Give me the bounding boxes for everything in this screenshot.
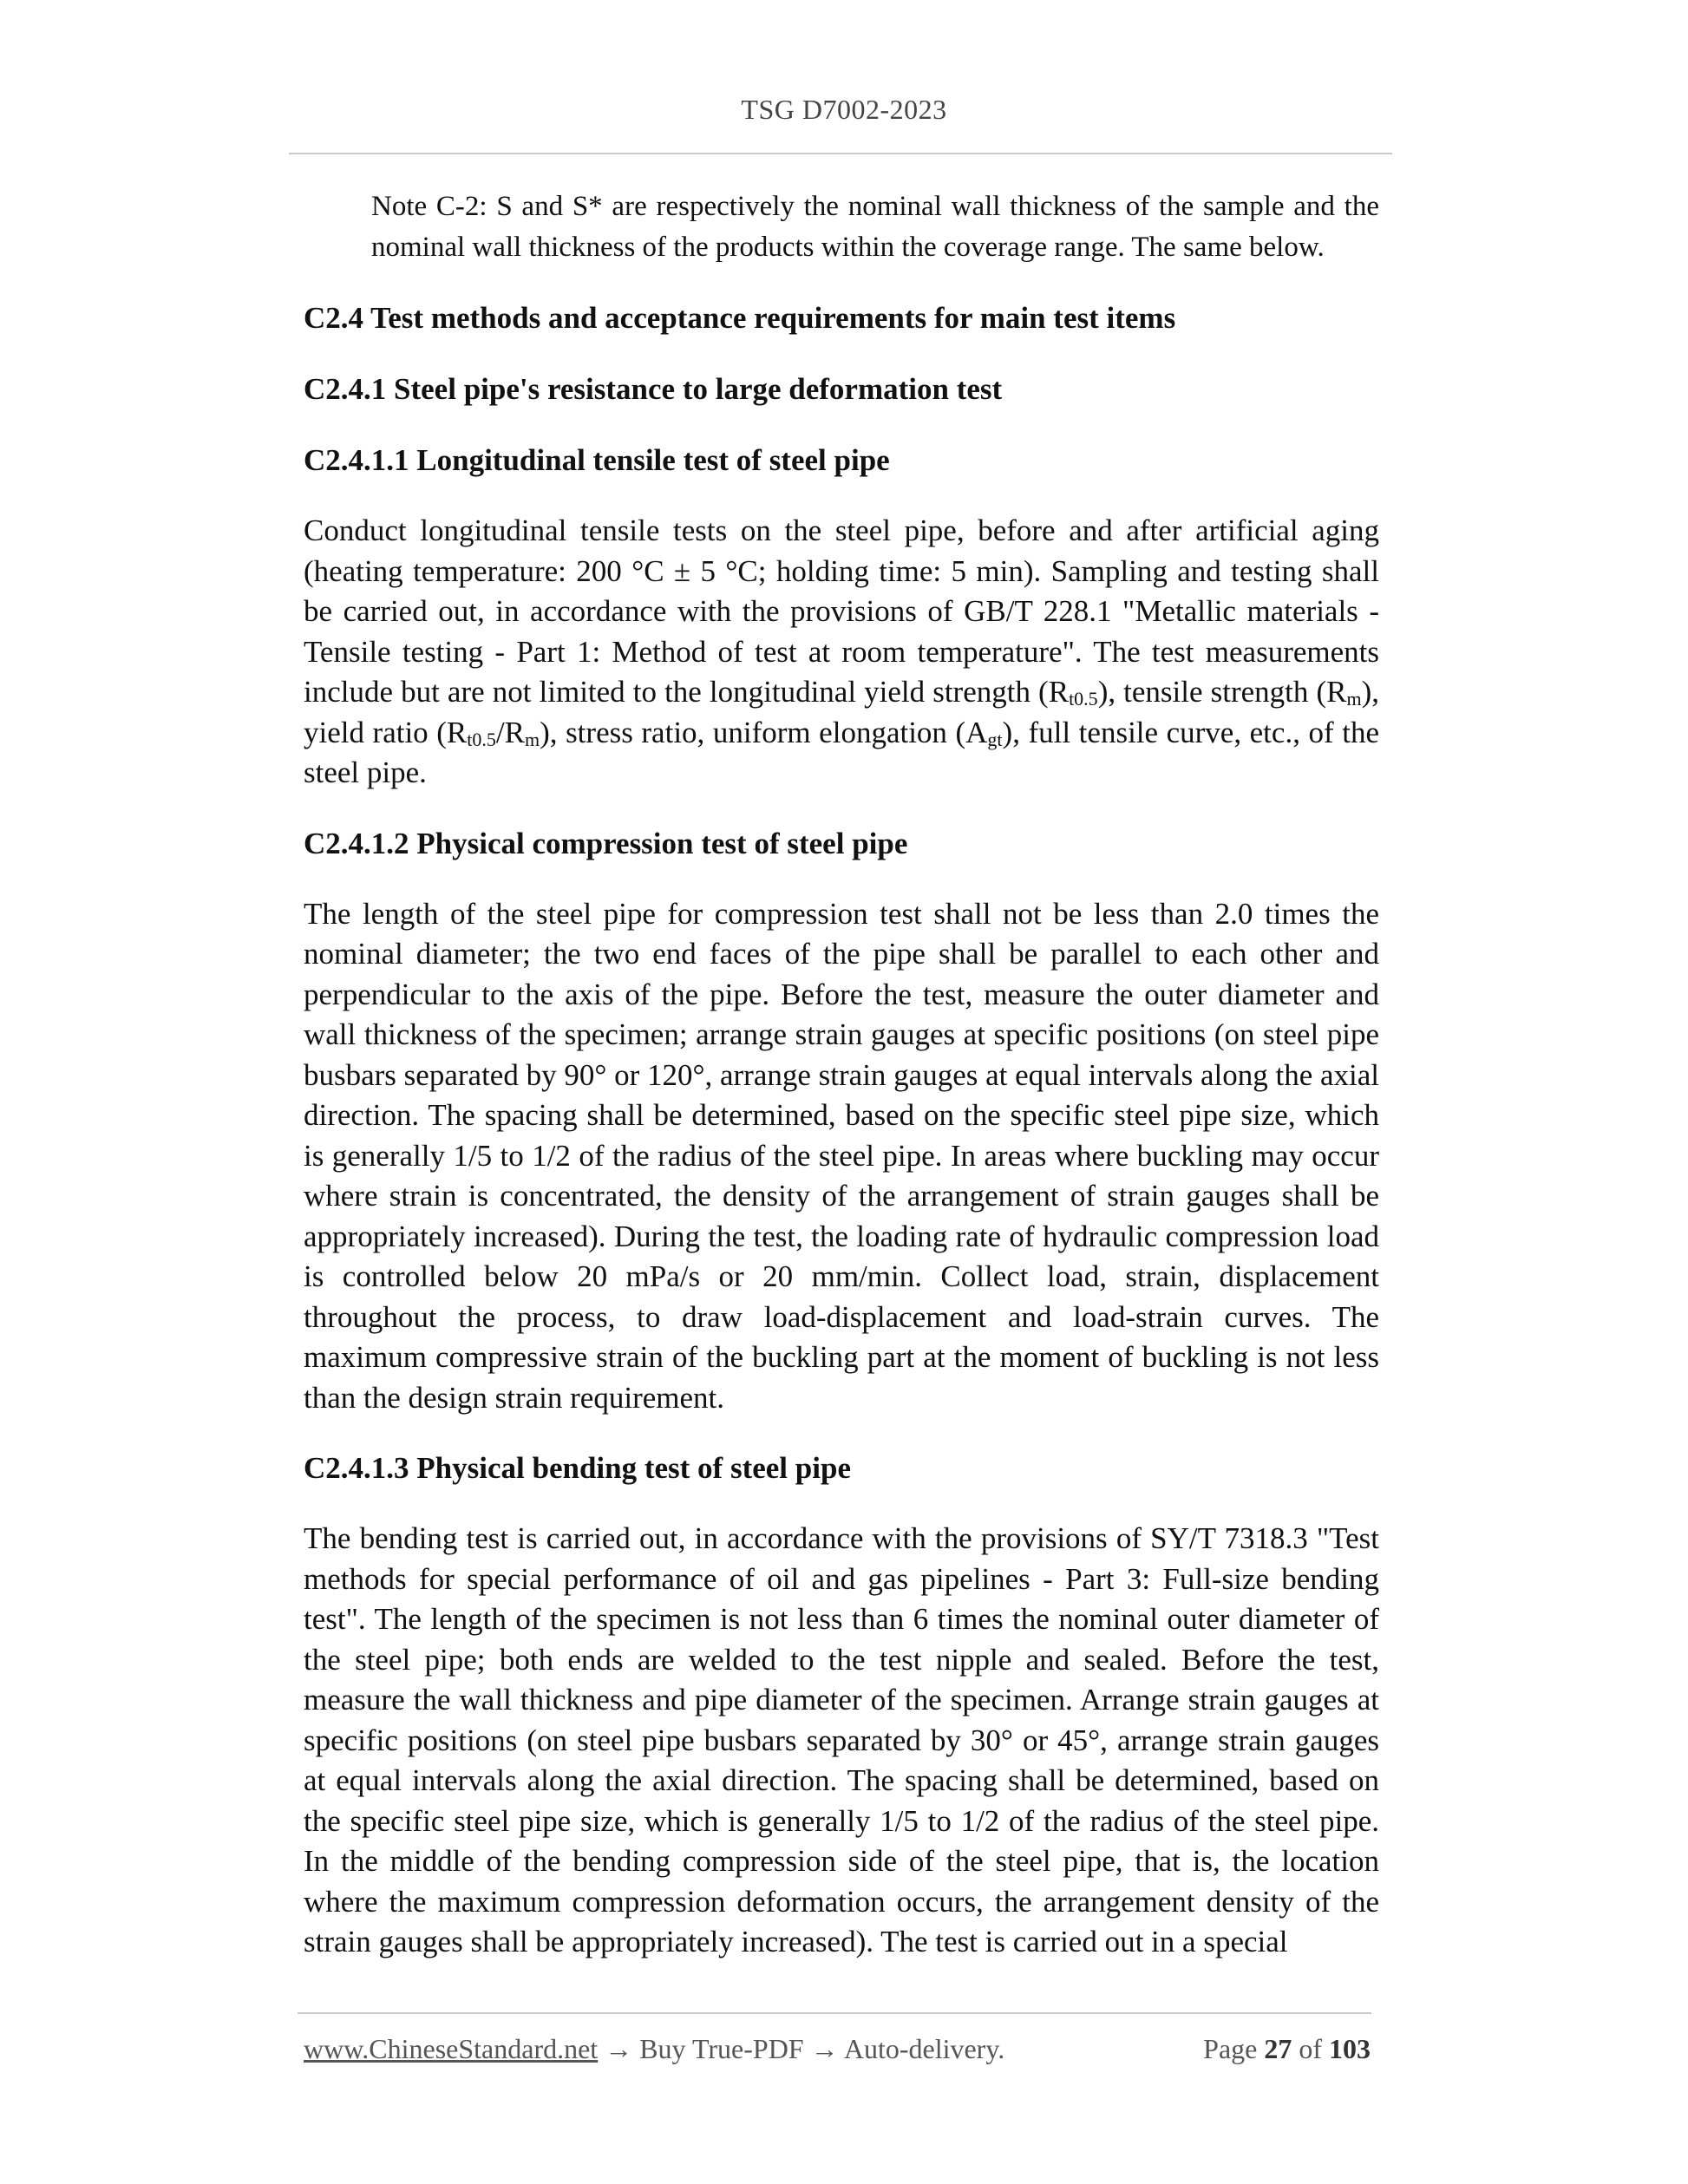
header-divider bbox=[289, 153, 1392, 154]
text-run: ), full tensile curve, etc., of the steel pipe. bbox=[304, 715, 1379, 789]
section-heading-c2-4-1-3: C2.4.1.3 Physical bending test of steel pipe bbox=[304, 1451, 851, 1485]
section-heading-c2-4-1: C2.4.1 Steel pipe's resistance to large deformation test bbox=[304, 372, 1003, 406]
section-heading-c2-4-1-1: C2.4.1.1 Longitudinal tensile test of steel pipe bbox=[304, 443, 890, 477]
page-label: Page bbox=[1203, 2033, 1258, 2064]
footer-divider bbox=[298, 2012, 1371, 2014]
paragraph-tensile-test bbox=[304, 511, 1379, 794]
paragraph-bending-test: The bending test is carried out, in accordance with the provisions of SY/T 7318.3 "Test methods for special performance of oil and gas pipelines - Part 3: Full-size bending test". The length of the specimen is not less than 6 times the nominal outer diameter of the steel pipe; both ends are welded to the test nipple and sealed. Before the test, measure the wall thickness and pipe diameter of the specimen. Arrange strain gauges at specific positions (on steel pipe busbars separated by 30° or 45°, arrange strain gauges at equal intervals along the axial direction. The spacing shall be determined, based on the specific steel pipe size, which is generally 1/5 to 1/2 of the radius of the steel pipe. In the middle of the bending compression side of the steel pipe, that is, the location where the maximum compression deformation occurs, the arrangement density of the strain gauges shall be appropriately increased). The test is carried out in a special bbox=[304, 1521, 1379, 1958]
text-run: Conduct longitudinal tensile tests on the steel pipe, before and after artificial aging (heating temperature: 200 °C ± 5 °C; holding time: 5 min). Sampling and testing shall be carried out, in accordance with the provisions of GB/T 228.1 "Metallic materials - Tensile testing - Part 1: Method of test at room temperature". The test measurements include but are not limited to the longitudinal yield strength (R bbox=[304, 513, 1379, 709]
chinesestandard-link[interactable]: www.ChineseStandard.net bbox=[304, 2033, 599, 2064]
subscript: t0.5 bbox=[467, 728, 496, 750]
total-pages-number: 103 bbox=[1329, 2033, 1371, 2064]
subscript: m bbox=[524, 728, 540, 750]
note-c2: Note C-2: S and S* are respectively the nominal wall thickness of the sample and the nominal wall thickness of the products within the coverage range. The same below. bbox=[371, 191, 1379, 263]
text-run: ), stress ratio, uniform elongation (A bbox=[540, 715, 988, 749]
footer-promo bbox=[304, 2030, 1004, 2068]
page-header: TSG D7002-2023 bbox=[741, 94, 947, 125]
current-page-number: 27 bbox=[1264, 2033, 1292, 2064]
subscript: gt bbox=[987, 728, 1003, 750]
text-run: ), tensile strength (R bbox=[1097, 675, 1347, 709]
paragraph-compression-test: The length of the steel pipe for compression test shall not be less than 2.0 times the nominal diameter; the two end faces of the pipe shall be parallel to each other and perpendicular to the axis of the pipe. Before the test, measure the outer diameter and wall thickness of the specimen; arrange strain gauges at specific positions (on steel pipe busbars separated by 90° or 120°, arrange strain gauges at equal intervals along the axial direction. The spacing shall be determined, based on the specific steel pipe size, which is generally 1/5 to 1/2 of the radius of the steel pipe. In areas where buckling may occur where strain is concentrated, the density of the arrangement of strain gauges shall be appropriately increased). During the test, the loading rate of hydraulic compression load is controlled below 20 mPa/s or 20 mm/min. Collect load, strain, displacement throughout the process, to draw load-displacement and load-strain curves. The maximum compressive strain of the buckling part at the moment of buckling is not less than the design strain requirement. bbox=[304, 896, 1379, 1415]
section-heading-c2-4: C2.4 Test methods and acceptance requirements for main test items bbox=[304, 301, 1176, 335]
page-indicator bbox=[1203, 2030, 1371, 2068]
footer-tagline: → Buy True-PDF → Auto-delivery. bbox=[598, 2033, 1005, 2064]
section-heading-c2-4-1-2: C2.4.1.2 Physical compression test of steel pipe bbox=[304, 826, 908, 860]
subscript: t0.5 bbox=[1069, 688, 1098, 709]
subscript: m bbox=[1346, 688, 1362, 709]
text-run: /R bbox=[495, 715, 525, 749]
page-body bbox=[304, 186, 1379, 1992]
of-label: of bbox=[1299, 2033, 1322, 2064]
text-run: ), yield ratio (R bbox=[304, 675, 1379, 749]
